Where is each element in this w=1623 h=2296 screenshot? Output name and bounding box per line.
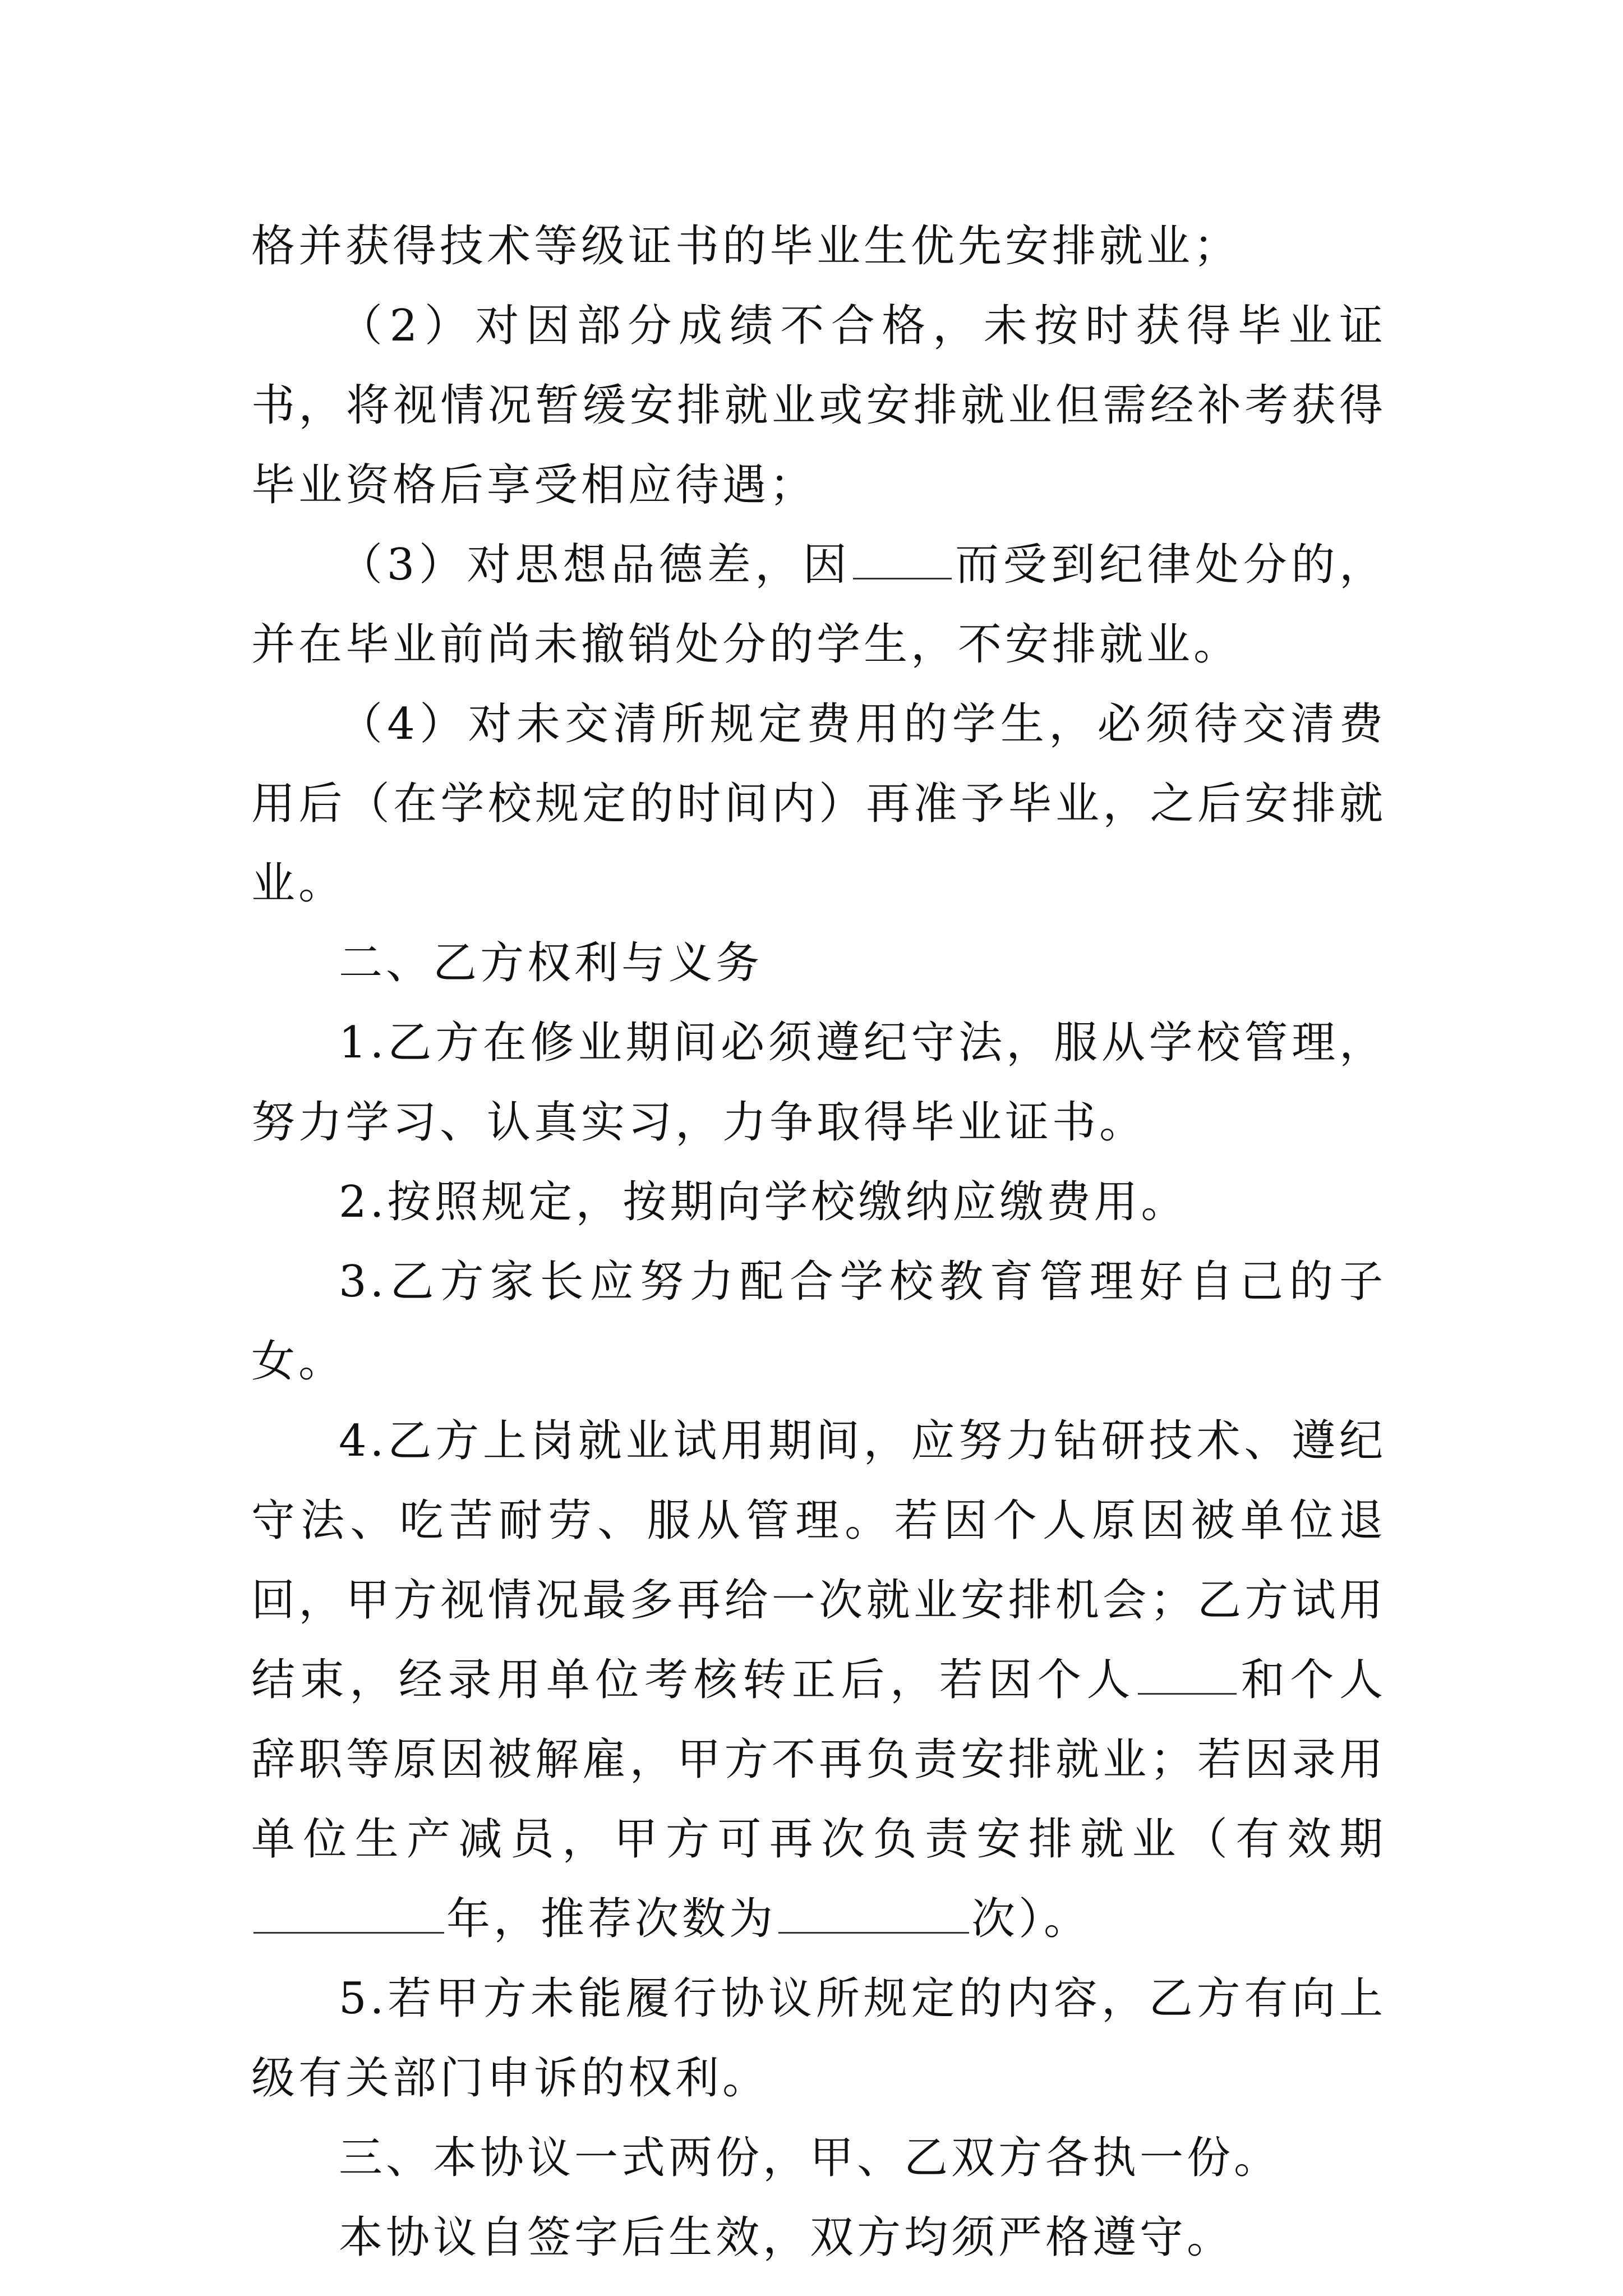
paragraph-clause-1: 1.乙方在修业期间必须遵纪守法，服从学校管理，努力学习、认真实习，力争取得毕业证书。 [251,1018,1386,1148]
section-heading-2: 二、乙方权利与义务 [339,938,763,988]
paragraph-item-4: （4）对未交清所规定费用的学生，必须待交清费用后（在学校规定的时间内）再准予毕业，之后安排就业。 [251,699,1386,909]
paragraph-clause-4-part-a: 4.乙方上岗就业试用期间，应努力钻研技术、遵纪守法、吃苦耐劳、服从管理。若因个人原因被单位退回，甲方视情况最多再给一次就业安排机会；乙方试用结束，经录用单位考核转正后，若因个人 [251,1416,1386,1705]
paragraph-clause-3: 3.乙方家长应努力配合学校教育管理好自己的子女。 [251,1257,1386,1387]
paragraph-continuation: 格并获得技术等级证书的毕业生优先安排就业； [251,221,1241,272]
paragraph-effective-clause: 本协议自签字后生效，双方均须严格遵守。 [339,2212,1234,2263]
paragraph-item-3 [251,525,1386,684]
paragraph-clause-4-part-c: 年，推荐次数为 [446,1894,777,1944]
paragraph-item-3-part-a: （3）对思想品德差，因 [339,540,851,590]
paragraph-clause-4-part-b: 和个人辞职等原因被解雇，甲方不再负责安排就业；若因录用单位生产减员，甲方可再次负责安排就业（有效期 [251,1655,1386,1865]
paragraph-clause-4 [251,1401,1386,1959]
paragraph-clause-4-part-d: 次）。 [971,1894,1091,1944]
document-body [251,206,1386,2277]
paragraph-item-2: （2）对因部分成绩不合格，未按时获得毕业证书，将视情况暂缓安排就业或安排就业但需经补考获得毕业资格后享受相应待遇； [251,301,1386,510]
fill-in-blank [778,1898,969,1934]
section-heading-3: 三、本协议一式两份，甲、乙双方各执一份。 [339,2133,1281,2183]
fill-in-blank [253,1898,444,1934]
paragraph-item-3-part-b: 而受到纪律处分的，并在毕业前尚未撤销处分的学生，不安排就业。 [251,540,1386,670]
paragraph-clause-5: 5.若甲方未能履行协议所规定的内容，乙方有向上级有关部门申诉的权利。 [251,1973,1386,2104]
paragraph-clause-2: 2.按照规定，按期向学校缴纳应缴费用。 [339,1177,1188,1227]
fill-in-blank [1138,1659,1237,1695]
fill-in-blank [853,544,952,579]
